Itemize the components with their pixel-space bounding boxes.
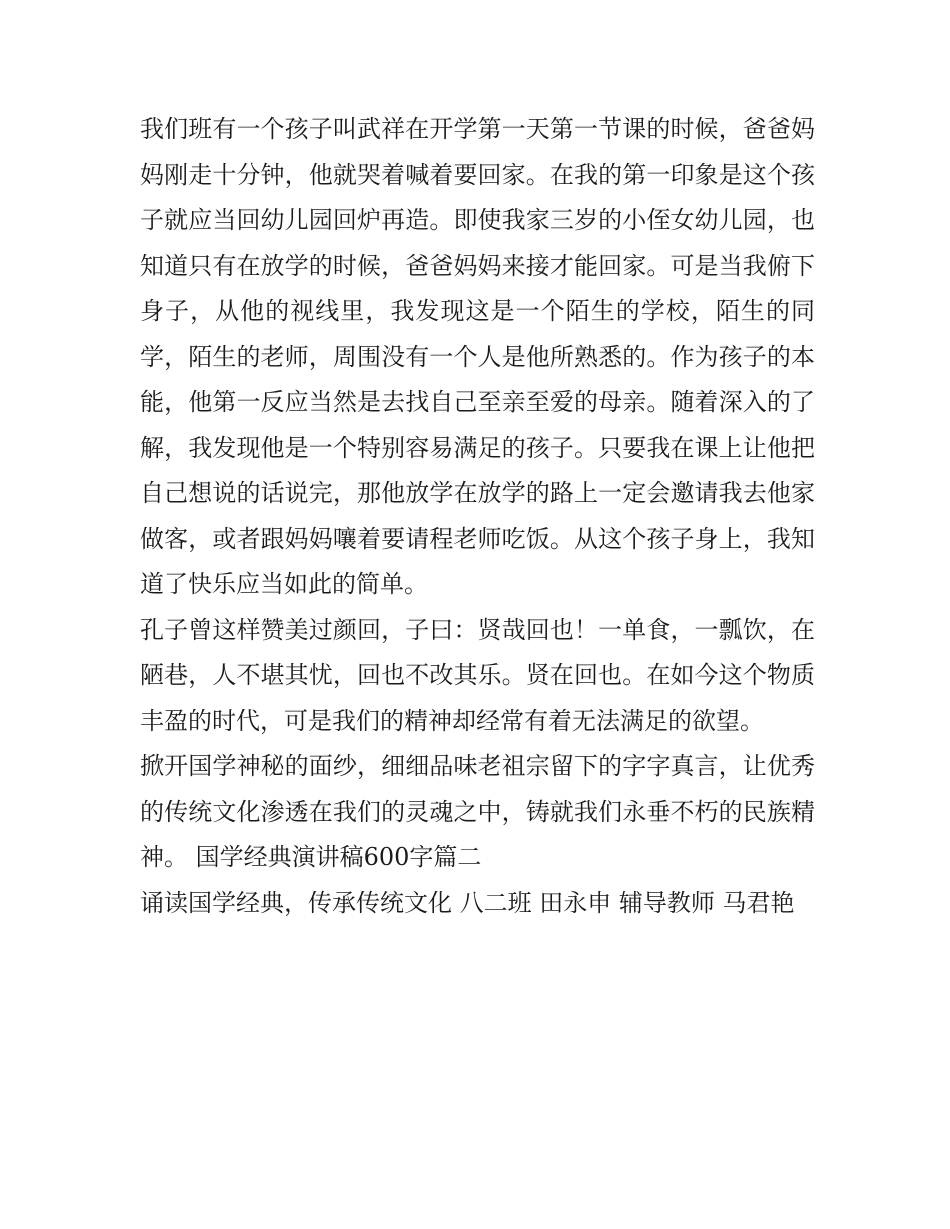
paragraph-3: 掀开国学神秘的面纱，细细品味老祖宗留下的字字真言，让优秀的传统文化渗透在我们的灵魂之中，铸就我们永垂不朽的民族精神。 国学经典演讲稿600字篇二: [140, 752, 815, 871]
paragraph-2: 孔子曾这样赞美过颜回，子曰：贤哉回也！一单食，一瓢饮，在陋巷，人不堪其忧，回也不改其乐。贤在回也。在如今这个物质丰盈的时代，可是我们的精神却经常有着无法满足的欲望。: [140, 615, 815, 735]
paragraph-4: 诵读国学经典，传承传统文化 八二班 田永申 辅导教师 马君艳: [140, 888, 795, 917]
document-body: [140, 107, 815, 926]
paragraph-1: 我们班有一个孩子叫武祥在开学第一天第一节课的时候，爸爸妈妈刚走十分钟，他就哭着喊着要回家。在我的第一印象是这个孩子就应当回幼儿园回炉再造。即使我家三岁的小侄女幼儿园，也知道只有在放学的时候，爸爸妈妈来接才能回家。可是当我俯下身子，从他的视线里，我发现这是一个陌生的学校，陌生的同学，陌生的老师，周围没有一个人是他所熟悉的。作为孩子的本能，他第一反应当然是去找自己至亲至爱的母亲。随着深入的了解，我发现他是一个特别容易满足的孩子。只要我在课上让他把自己想说的话说完，那他放学在放学的路上一定会邀请我去他家做客，或者跟妈妈嚷着要请程老师吃饭。从这个孩子身上，我知道了快乐应当如此的简单。: [140, 115, 815, 598]
